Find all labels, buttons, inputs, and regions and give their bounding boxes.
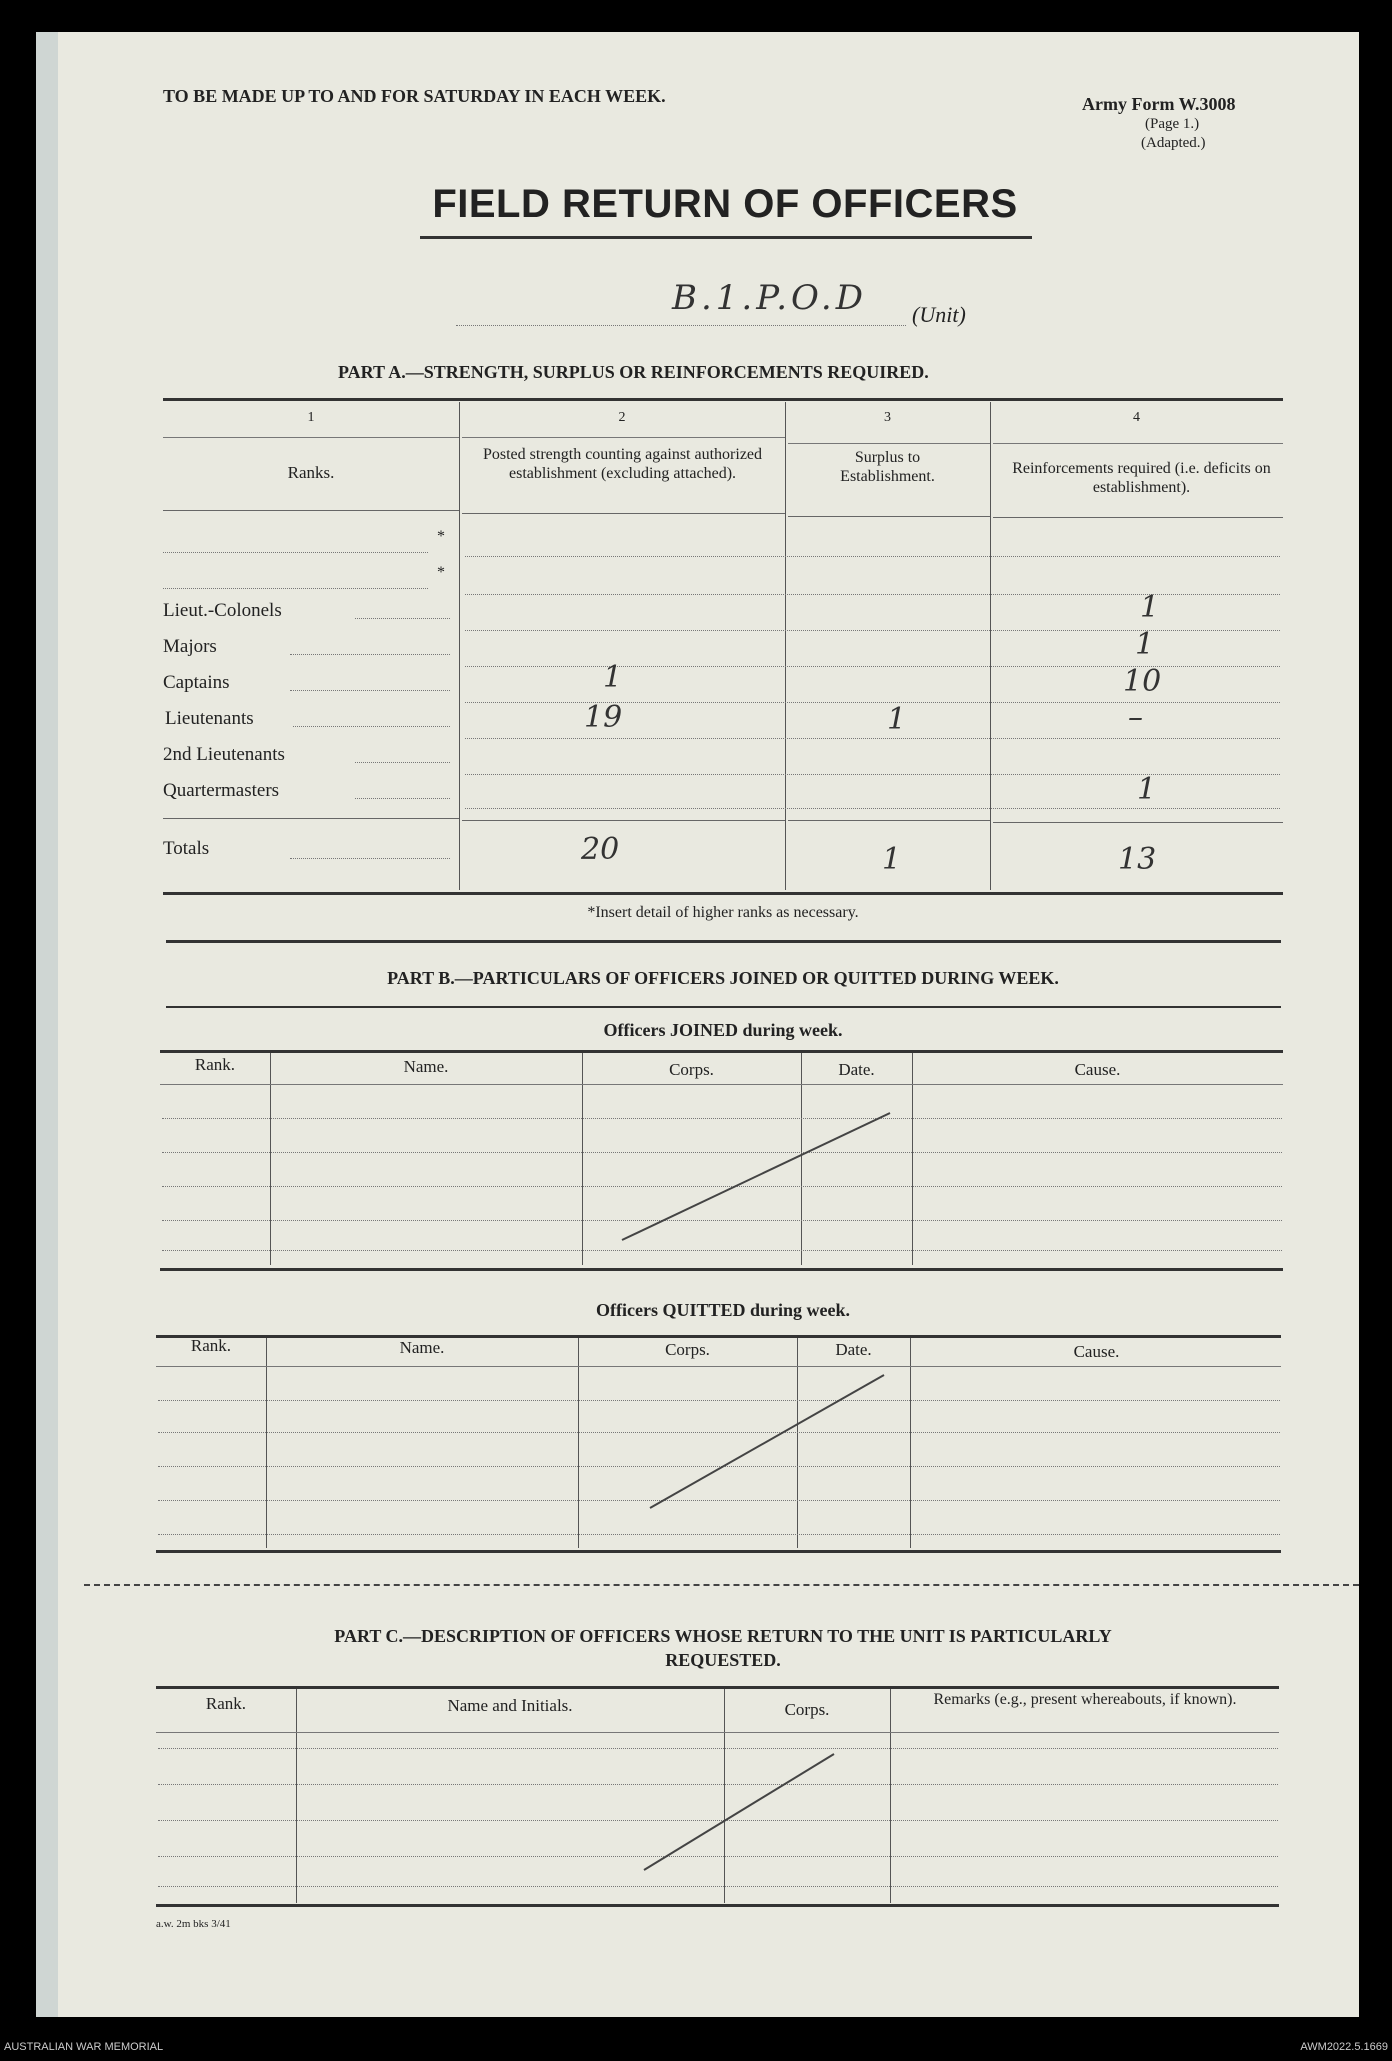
archive-id: AWM2022.5.1669 (1300, 2041, 1388, 2053)
col-number-4: 4 (1133, 410, 1140, 425)
unit-label: (Unit) (912, 302, 966, 327)
quitted-col-date: Date. (835, 1340, 872, 1359)
part-c-heading-line1: PART C.—DESCRIPTION OF OFFICERS WHOSE RETURN TO THE UNIT IS PARTICULARLY (334, 1626, 1112, 1646)
rank-label: Majors (163, 636, 217, 657)
totals-label: Totals (163, 838, 210, 859)
form-number: Army Form W.3008 (1082, 94, 1236, 114)
surplus-value: 1 (887, 702, 907, 737)
posted-value: 19 (584, 700, 623, 735)
part-c-strike-line (644, 1754, 834, 1870)
quitted-col-cause: Cause. (1073, 1342, 1120, 1361)
joined-strike-line (622, 1113, 890, 1240)
joined-col-name: Name. (403, 1057, 449, 1076)
part-c-col-corps: Corps. (784, 1700, 830, 1719)
totals-posted: 20 (581, 832, 620, 867)
totals-reinforcements: 13 (1118, 842, 1157, 877)
joined-col-date: Date. (838, 1060, 875, 1079)
col-header-posted: Posted strength counting against authorized establishment (excluding attached). (482, 446, 763, 482)
quitted-title: Officers QUITTED during week. (596, 1300, 850, 1320)
col-header-surplus: Surplus to Establishment. (840, 449, 935, 485)
joined-col-rank: Rank. (194, 1055, 236, 1074)
part-b-heading: PART B.—PARTICULARS OF OFFICERS JOINED OR QUITTED DURING WEEK. (387, 968, 1059, 988)
totals-surplus: 1 (882, 842, 902, 877)
part-c-col-rank: Rank. (205, 1694, 247, 1713)
quitted-strike-line (650, 1375, 884, 1508)
star-mark-1: * (437, 528, 445, 545)
reinforcements-value: 10 (1123, 664, 1162, 699)
part-c-heading-line2: REQUESTED. (665, 1650, 781, 1670)
star-mark-2: * (437, 564, 445, 581)
part-c-col-name: Name and Initials. (447, 1696, 573, 1715)
reinforcements-value: – (1128, 700, 1143, 735)
archive-credit: AUSTRALIAN WAR MEMORIAL (4, 2041, 164, 2053)
reinforcements-value: 1 (1140, 590, 1160, 625)
joined-col-corps: Corps. (669, 1060, 714, 1079)
page-title: FIELD RETURN OF OFFICERS (432, 182, 1018, 226)
quitted-col-corps: Corps. (665, 1340, 710, 1359)
joined-col-cause: Cause. (1074, 1060, 1121, 1079)
col-header-ranks: Ranks. (287, 463, 335, 482)
part-a-heading: PART A.—STRENGTH, SURPLUS OR REINFORCEMENTS REQUIRED. (338, 362, 929, 382)
rank-label: Lieut.-Colonels (163, 600, 282, 621)
rank-label: Quartermasters (163, 780, 280, 801)
col-number-3: 3 (884, 410, 891, 425)
part-c-col-remarks: Remarks (e.g., present whereabouts, if known). (933, 1691, 1237, 1708)
reinforcements-value: 1 (1137, 772, 1157, 807)
footnote: *Insert detail of higher ranks as necessary. (587, 904, 859, 921)
print-code: a.w. 2m bks 3/41 (156, 1918, 231, 1930)
rank-label: Captains (163, 672, 230, 693)
unit-value: B.1.P.O.D (672, 278, 867, 318)
col-number-2: 2 (618, 410, 626, 425)
quitted-col-rank: Rank. (190, 1336, 232, 1355)
reinforcements-value: 1 (1135, 627, 1155, 662)
posted-value: 1 (603, 660, 623, 695)
rank-label: 2nd Lieutenants (163, 744, 285, 765)
col-header-reinforcements: Reinforcements required (i.e. deficits on establishment). (1012, 460, 1271, 496)
form-adapted: (Adapted.) (1141, 135, 1206, 151)
col-number-1: 1 (307, 410, 315, 425)
instruction-text: TO BE MADE UP TO AND FOR SATURDAY IN EACH WEEK. (163, 86, 666, 106)
form-page: (Page 1.) (1145, 116, 1200, 132)
rank-label: Lieutenants (165, 708, 254, 729)
joined-title: Officers JOINED during week. (603, 1020, 843, 1040)
quitted-col-name: Name. (399, 1338, 445, 1357)
